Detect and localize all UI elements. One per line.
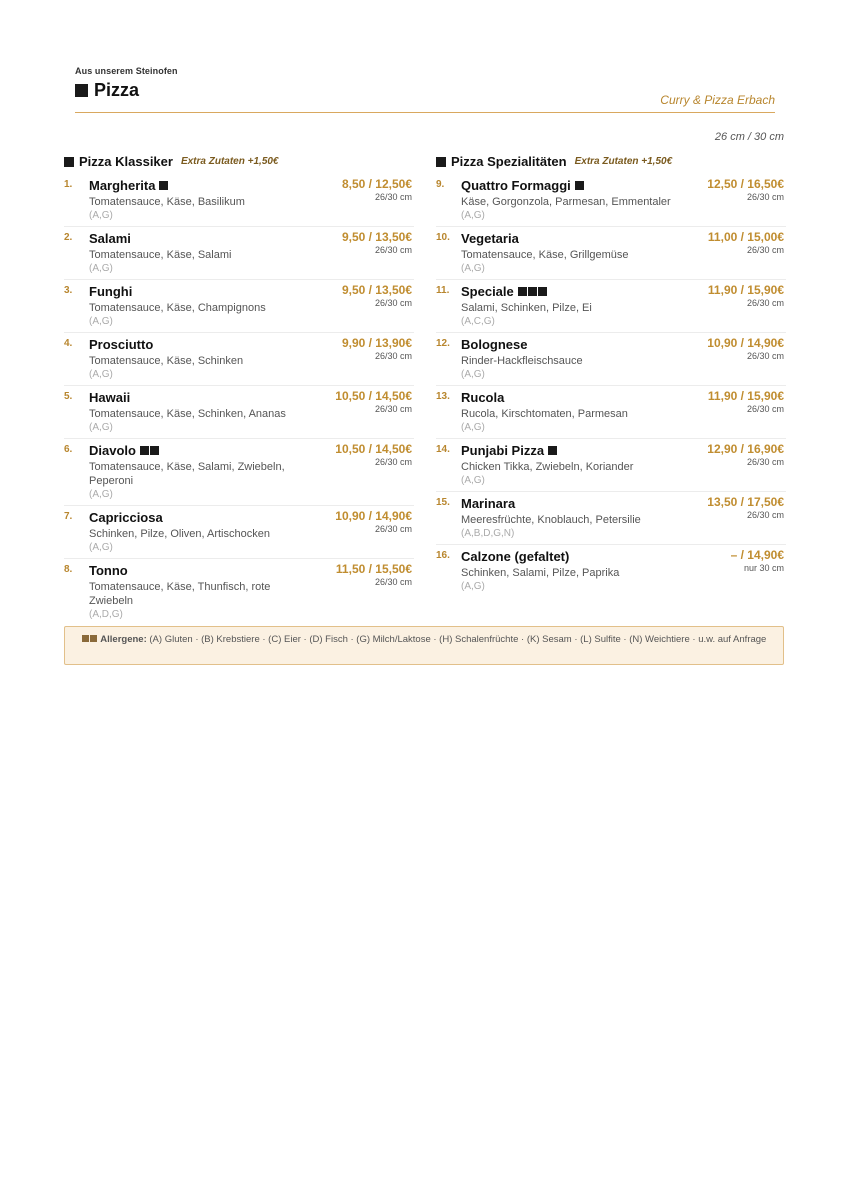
allergen-note (64, 626, 784, 665)
item-name: Punjabi Pizza (461, 443, 545, 458)
item-size: 26/30 cm (374, 404, 412, 414)
menu-item (436, 545, 786, 597)
item-size: 26/30 cm (374, 457, 412, 467)
menu-item (436, 280, 786, 333)
item-name: Funghi (89, 284, 133, 299)
square-bullet-icon (75, 84, 88, 97)
item-name: Diavolo (89, 443, 136, 458)
item-size: 26/30 cm (746, 510, 784, 520)
item-number: 7. (64, 511, 73, 522)
item-number: 4. (64, 338, 73, 349)
square-bullet-icon (436, 157, 446, 167)
menu-item (436, 492, 786, 545)
menu-item (64, 174, 414, 227)
item-name: Capricciosa (89, 510, 163, 525)
item-description: Tomatensauce, Käse, Thunfisch, rote Zwiebeln (89, 581, 271, 607)
item-allergens: (A,G) (89, 542, 113, 553)
item-name: Speciale (461, 284, 514, 299)
item-allergens: (A,G) (89, 489, 113, 500)
item-size: 26/30 cm (746, 192, 784, 202)
item-price: 11,00 / 15,00€ (707, 230, 784, 244)
item-allergens: (A,G) (461, 581, 485, 592)
item-number: 12. (436, 338, 450, 349)
item-description: Tomatensauce, Käse, Grillgemüse (461, 249, 629, 261)
item-price: 10,50 / 14,50€ (335, 389, 412, 403)
menu-item (436, 174, 786, 227)
item-number: 9. (436, 179, 445, 190)
item-name: Vegetaria (461, 231, 519, 246)
item-number: 10. (436, 232, 450, 243)
item-name: Hawaii (89, 390, 131, 405)
specials-extra-note: Extra Zutaten +1,50€ (574, 156, 673, 167)
item-description: Salami, Schinken, Pilze, Ei (461, 302, 592, 314)
item-size: nur 30 cm (743, 563, 784, 573)
item-number: 15. (436, 497, 450, 508)
menu-item (436, 439, 786, 492)
item-description: Tomatensauce, Käse, Champignons (89, 302, 266, 314)
item-name-row (89, 283, 304, 300)
classics-extra-note: Extra Zutaten +1,50€ (180, 156, 279, 167)
item-size: 26/30 cm (746, 245, 784, 255)
menu-item (64, 227, 414, 280)
mark-icon (82, 635, 89, 642)
menu-item (64, 386, 414, 439)
item-price: – / 14,90€ (730, 548, 784, 562)
specials-heading (436, 153, 786, 170)
item-description: Schinken, Salami, Pilze, Paprika (461, 567, 620, 579)
mark-icon (518, 287, 527, 296)
item-allergens: (A,G) (89, 210, 113, 221)
item-price: 11,90 / 15,90€ (707, 283, 784, 297)
item-number: 6. (64, 444, 73, 455)
mark-icon (140, 446, 149, 455)
item-price: 10,50 / 14,50€ (335, 442, 412, 456)
item-price-box (335, 389, 412, 415)
item-allergens: (A,G) (89, 369, 113, 380)
item-description: Tomatensauce, Käse, Salami, Zwiebeln, Peperoni (89, 461, 285, 487)
item-size: 26/30 cm (746, 351, 784, 361)
item-price-box (707, 495, 784, 521)
item-price-box (335, 509, 412, 535)
item-name: Bolognese (461, 337, 528, 352)
menu-item (64, 333, 414, 386)
item-description: Meeresfrüchte, Knoblauch, Petersilie (461, 514, 641, 526)
item-price-box (707, 336, 784, 362)
item-name: Tonno (89, 563, 128, 578)
classics-title: Pizza Klassiker (79, 154, 173, 169)
item-size: 26/30 cm (374, 524, 412, 534)
item-name: Margherita (89, 178, 156, 193)
section-kicker: Aus unserem Steinofen (75, 66, 178, 76)
item-price: 11,50 / 15,50€ (335, 562, 412, 576)
item-number: 1. (64, 179, 73, 190)
classics-list (64, 174, 414, 625)
item-marks (548, 446, 557, 455)
item-name-row (89, 509, 304, 526)
size-note: 26 cm / 30 cm (714, 131, 784, 143)
item-name-row (461, 495, 676, 512)
item-name-row (461, 548, 676, 565)
item-allergens: (A,C,G) (461, 316, 495, 327)
item-description: Tomatensauce, Käse, Basilikum (89, 196, 245, 208)
item-price: 11,90 / 15,90€ (707, 389, 784, 403)
brand-name: Curry & Pizza Erbach (660, 93, 775, 107)
item-number: 8. (64, 564, 73, 575)
item-number: 3. (64, 285, 73, 296)
item-name: Calzone (gefaltet) (461, 549, 570, 564)
item-size: 26/30 cm (374, 298, 412, 308)
item-description: Schinken, Pilze, Oliven, Artischocken (89, 528, 270, 540)
item-marks (575, 181, 584, 190)
classics-heading (64, 153, 414, 170)
menu-item (64, 439, 414, 506)
item-name-row (461, 442, 676, 459)
item-name-row (461, 230, 676, 247)
item-price: 12,50 / 16,50€ (707, 177, 784, 191)
item-allergens: (A,G) (461, 263, 485, 274)
item-price-box (342, 230, 412, 256)
item-number: 16. (436, 550, 450, 561)
classics-column (64, 153, 414, 625)
item-price-box (335, 442, 412, 468)
item-size: 26/30 cm (746, 404, 784, 414)
item-description: Tomatensauce, Käse, Schinken (89, 355, 244, 367)
item-size: 26/30 cm (374, 245, 412, 255)
mark-icon (538, 287, 547, 296)
item-description: Tomatensauce, Käse, Salami (89, 249, 232, 261)
item-number: 5. (64, 391, 73, 402)
item-price-box (342, 283, 412, 309)
item-price: 8,50 / 12,50€ (341, 177, 412, 191)
square-bullet-icon (64, 157, 74, 167)
item-size: 26/30 cm (746, 298, 784, 308)
item-allergens: (A,B,D,G,N) (461, 528, 515, 539)
item-allergens: (A,G) (89, 316, 113, 327)
item-name: Rucola (461, 390, 505, 405)
item-number: 14. (436, 444, 450, 455)
item-name-row (461, 177, 676, 194)
item-price-box (336, 562, 412, 588)
menu-item (436, 386, 786, 439)
item-name-row (89, 389, 304, 406)
item-marks (159, 181, 168, 190)
item-name: Salami (89, 231, 131, 246)
item-number: 2. (64, 232, 73, 243)
mark-icon (90, 635, 97, 642)
item-price-box (707, 177, 784, 203)
mark-icon (528, 287, 537, 296)
page-title-text: Pizza (94, 80, 140, 100)
item-price: 10,90 / 14,90€ (335, 509, 412, 523)
item-price-box (707, 442, 784, 468)
item-name: Marinara (461, 496, 516, 511)
item-name-row (461, 389, 676, 406)
item-price: 13,50 / 17,50€ (707, 495, 784, 509)
mark-icon (548, 446, 557, 455)
item-name-row (461, 283, 676, 300)
menu-item (64, 506, 414, 559)
header-divider (75, 112, 775, 113)
item-name-row (89, 562, 304, 579)
item-description: Rucola, Kirschtomaten, Parmesan (461, 408, 628, 420)
item-description: Rinder-Hackfleischsauce (461, 355, 583, 367)
item-allergens: (A,G) (461, 369, 485, 380)
item-name: Quattro Formaggi (461, 178, 571, 193)
item-price: 12,90 / 16,90€ (707, 442, 784, 456)
item-name-row (89, 442, 304, 459)
item-number: 13. (436, 391, 450, 402)
item-name-row (89, 230, 304, 247)
item-description: Tomatensauce, Käse, Schinken, Ananas (89, 408, 286, 420)
page-header (75, 66, 775, 107)
menu-item (64, 280, 414, 333)
item-price-box (342, 336, 412, 362)
mark-icon (150, 446, 159, 455)
item-marks (518, 287, 547, 296)
item-price: 9,50 / 13,50€ (341, 283, 412, 297)
item-size: 26/30 cm (374, 192, 412, 202)
specials-list (436, 174, 786, 597)
item-price-box (342, 177, 412, 203)
menu-item (436, 227, 786, 280)
item-price: 9,90 / 13,90€ (341, 336, 412, 350)
item-allergens: (A,G) (89, 263, 113, 274)
item-allergens: (A,G) (89, 422, 113, 433)
item-marks (140, 446, 159, 455)
item-price-box (731, 548, 784, 574)
item-allergens: (A,D,G) (89, 609, 123, 620)
specials-column (436, 153, 786, 597)
menu-item (436, 333, 786, 386)
item-number: 11. (436, 285, 450, 296)
item-name: Prosciutto (89, 337, 154, 352)
mark-icon (159, 181, 168, 190)
item-price-box (708, 283, 784, 309)
item-name-row (89, 177, 304, 194)
item-name-row (89, 336, 304, 353)
item-description: Chicken Tikka, Zwiebeln, Koriander (461, 461, 634, 473)
item-price: 10,90 / 14,90€ (707, 336, 784, 350)
item-size: 26/30 cm (374, 351, 412, 361)
specials-title: Pizza Spezialitäten (451, 154, 567, 169)
item-allergens: (A,G) (461, 210, 485, 221)
item-price-box (708, 230, 784, 256)
menu-item (64, 559, 414, 625)
item-name-row (461, 336, 676, 353)
item-price-box (708, 389, 784, 415)
allergen-text: (A) Gluten · (B) Krebstiere · (C) Eier · (D) Fisch · (G) Milch/Laktose · (H) Schalenfrüchte · (K) Sesam · (L) Sulfite · (N) Weichtiere · u.w. auf Anfrage (149, 634, 767, 645)
allergen-label: Allergene: (100, 634, 147, 645)
item-price: 9,50 / 13,50€ (341, 230, 412, 244)
mark-icon (575, 181, 584, 190)
item-allergens: (A,G) (461, 475, 485, 486)
item-size: 26/30 cm (746, 457, 784, 467)
item-description: Käse, Gorgonzola, Parmesan, Emmentaler (461, 196, 671, 208)
item-allergens: (A,G) (461, 422, 485, 433)
item-size: 26/30 cm (374, 577, 412, 587)
